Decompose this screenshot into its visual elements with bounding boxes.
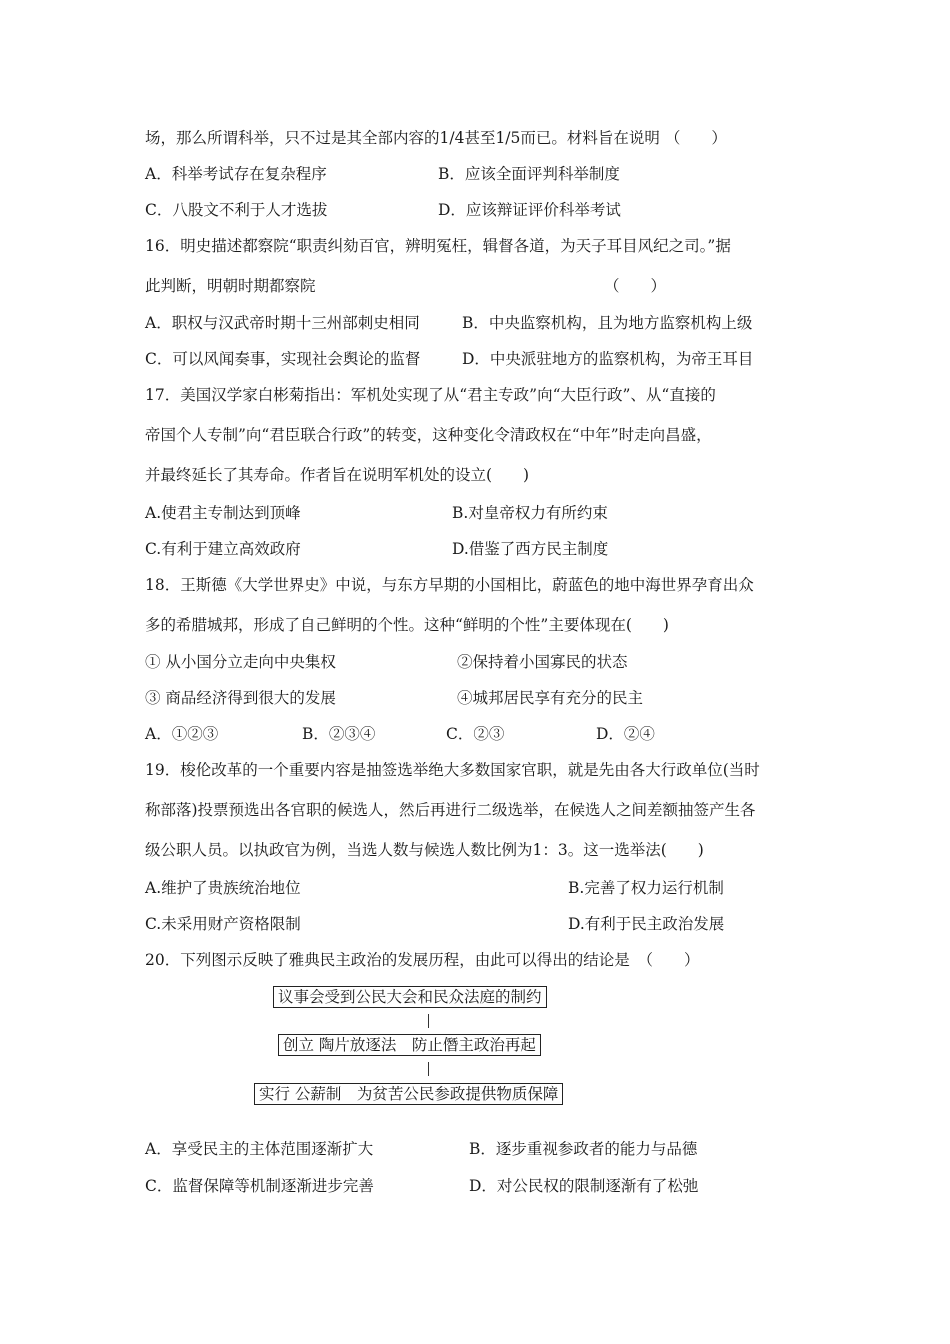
q19-option-c: C.未采用财产资格限制 [145,915,301,933]
q18-option-a: A．①②③ [145,725,219,743]
q15-option-d: D．应该辩证评价科举考试 [438,201,621,219]
diagram-connector-1 [428,1014,429,1028]
q19-stem-line2: 称部落)投票预选出各官职的候选人，然后再进行二级选举，在候选人之间差额抽签产生各 [145,801,756,819]
q20-option-a: A．享受民主的主体范围逐渐扩大 [145,1140,374,1158]
diagram-box-1: 议事会受到公民大会和民众法庭的制约 [273,986,547,1008]
q19-option-a: A.维护了贵族统治地位 [145,879,301,897]
diagram-connector-2 [428,1062,429,1076]
q20-option-c: C．监督保障等机制逐渐进步完善 [145,1177,374,1195]
q17-option-d: D.借鉴了西方民主制度 [452,540,609,558]
q15-stem-end: 场，那么所谓科举，只不过是其全部内容的1/4甚至1/5而已。材料旨在说明 （ ） [145,129,727,147]
q15-option-b: B．应该全面评判科举制度 [438,165,620,183]
q18-option-c: C．②③ [446,725,505,743]
q17-stem-line3: 并最终延长了其寿命。作者旨在说明军机处的设立( ) [145,466,530,484]
q17-stem-line2: 帝国个人专制”向“君臣联合行政”的转变，这种变化令清政权在“中年”时走向昌盛， [145,426,712,444]
q16-option-c: C．可以风闻奏事，实现社会舆论的监督 [145,350,421,368]
q18-item-4: ④城邦居民享有充分的民主 [457,689,644,707]
q20-option-b: B．逐步重视参政者的能力与品德 [469,1140,698,1158]
q18-item-2: ②保持着小国寡民的状态 [457,653,628,671]
q19-stem-line1: 19．梭伦改革的一个重要内容是抽签选举绝大多数国家官职，就是先由各大行政单位(当时 [145,761,760,779]
q16-option-a: A．职权与汉武帝时期十三州部刺史相同 [145,314,420,332]
q15-option-a: A．科举考试存在复杂程序 [145,165,327,183]
q19-option-b: B.完善了权力运行机制 [568,879,724,897]
q16-option-d: D．中央派驻地方的监察机构，为帝王耳目 [462,350,754,368]
q18-item-1: ① 从小国分立走向中央集权 [145,653,336,671]
diagram-box-2: 创立 陶片放逐法 防止僭主政治再起 [278,1034,541,1056]
q16-stem-line1: 16．明史描述都察院“职责纠劾百官，辨明冤枉，辑督各道，为天子耳目风纪之司。”据 [145,237,731,255]
q18-item-3: ③ 商品经济得到很大的发展 [145,689,336,707]
diagram-box-3: 实行 公薪制 为贫苦公民参政提供物质保障 [254,1083,563,1105]
q17-stem-line1: 17．美国汉学家白彬菊指出：军机处实现了从“君主专政”向“大臣行政”、从“直接的 [145,386,716,404]
q20-option-d: D．对公民权的限制逐渐有了松弛 [469,1177,699,1195]
q16-option-b: B．中央监察机构，且为地方监察机构上级 [462,314,753,332]
q16-stem-line2: 此判断，明朝时期都察院 [145,277,316,295]
q18-stem-line1: 18．王斯德《大学世界史》中说，与东方早期的小国相比，蔚蓝色的地中海世界孕育出众 [145,576,754,594]
q17-option-b: B.对皇帝权力有所约束 [452,504,608,522]
q15-option-c: C．八股文不利于人才选拔 [145,201,328,219]
q18-stem-line2: 多的希腊城邦，形成了自己鲜明的个性。这种“鲜明的个性”主要体现在( ) [145,616,669,634]
q18-option-d: D．②④ [596,725,655,743]
q19-option-d: D.有利于民主政治发展 [568,915,725,933]
q19-stem-line3: 级公职人员。以执政官为例，当选人数与候选人数比例为1：3。这一选举法( ) [145,841,704,859]
q16-answer-bracket: （ ） [604,277,667,295]
q17-option-c: C.有利于建立高效政府 [145,540,301,558]
q20-stem: 20．下列图示反映了雅典民主政治的发展历程，由此可以得出的结论是 （ ） [145,951,700,969]
q17-option-a: A.使君主专制达到顶峰 [145,504,301,522]
q18-option-b: B．②③④ [302,725,376,743]
